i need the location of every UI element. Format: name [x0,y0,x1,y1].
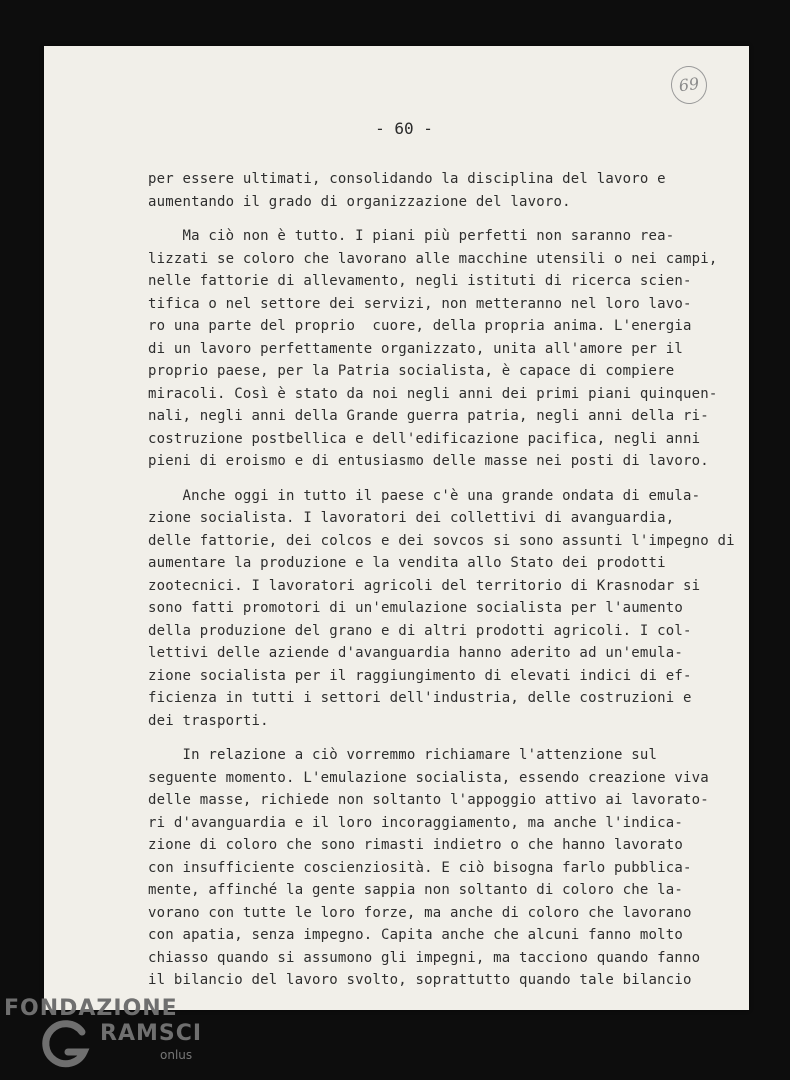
text-line: dei trasporti. [148,712,269,729]
text-line: ro una parte del proprio cuore, della propria anima. L'energia [148,318,692,334]
text-line: della produzione del grano e di altri prodotti agricoli. I col- [148,622,692,639]
logo-text-onlus: onlus [160,1048,193,1062]
fondazione-gramsci-logo [0,992,203,1072]
logo-text-gramsci: RAMSCI [100,1021,203,1046]
text-line: zione socialista per il raggiungimento di elevati indici di ef- [148,667,692,684]
paragraph [148,744,718,992]
text-line: nelle fattorie di allevamento, negli istituti di ricerca scien- [148,273,692,289]
archive-stamp: 69 [669,64,710,107]
text-line: sono fatti promotori di un'emulazione socialista per l'aumento [148,600,683,616]
text-line: ri d'avanguardia e il loro incoraggiamento, ma anche l'indica- [148,814,683,831]
text-line: delle masse, richiede non soltanto l'appoggio attivo ai lavorato- [148,792,709,808]
text-line: proprio paese, per la Patria socialista, è capace di compiere [148,363,675,379]
paragraph [148,485,735,733]
text-line: seguente momento. L'emulazione socialista, essendo creazione viva [148,769,709,786]
text-line: pieni di eroismo e di entusiasmo delle masse nei posti di lavoro. [148,453,709,469]
page-number: - 60 - [375,119,433,138]
text-line: aumentando il grado di organizzazione del lavoro. [148,193,571,210]
text-line: lizzati se coloro che lavorano alle macchine utensili o nei campi, [148,250,718,267]
text-line: Ma ciò non è tutto. I piani più perfetti non saranno rea- [148,228,675,244]
text-line: con insufficiente coscienziosità. E ciò bisogna farlo pubblica- [148,859,692,876]
text-line: costruzione postbellica e dell'edificazione pacifica, negli anni [148,430,701,447]
text-line: con apatia, senza impegno. Capita anche che alcuni fanno molto [148,927,683,943]
text-line: zione socialista. I lavoratori dei collettivi di avanguardia, [148,510,675,526]
document-page [44,46,749,1010]
text-line: vorano con tutte le loro forze, ma anche di coloro che lavorano [148,904,692,921]
text-line: nali, negli anni della Grande guerra patria, negli anni della ri- [148,408,709,424]
text-line: tifica o nel settore dei servizi, non metteranno nel loro lavo- [148,295,692,312]
text-line: Anche oggi in tutto il paese c'è una grande ondata di emula- [148,487,701,504]
text-line: chiasso quando si assumono gli impegni, ma tacciono quando fanno [148,949,701,966]
text-line: delle fattorie, dei colcos e dei sovcos si sono assunti l'impegno di [148,532,735,549]
text-line: il bilancio del lavoro svolto, soprattutto quando tale bilancio [148,972,692,988]
text-line: per essere ultimati, consolidando la disciplina del lavoro e [148,171,666,187]
body-text [148,168,735,1004]
text-line: ficienza in tutti i settori dell'industria, delle costruzioni e [148,690,692,706]
text-line: zione di coloro che sono rimasti indietro o che hanno lavorato [148,837,683,853]
logo-g-icon [38,1018,92,1072]
text-line: miracoli. Così è stato da noi negli anni dei primi piani quinquen- [148,385,718,402]
paragraph [148,168,718,213]
text-line: lettivi delle aziende d'avanguardia hanno aderito ad un'emula- [148,645,683,661]
text-line: In relazione a ciò vorremmo richiamare l'attenzione sul [148,747,658,763]
text-line: zootecnici. I lavoratori agricoli del territorio di Krasnodar si [148,577,701,594]
text-line: di un lavoro perfettamente organizzato, unita all'amore per il [148,340,683,357]
paragraph [148,225,718,473]
text-line: aumentare la produzione e la vendita allo Stato dei prodotti [148,555,666,571]
logo-text-fondazione: FONDAZIONE [4,996,178,1021]
text-line: mente, affinché la gente sappia non soltanto di coloro che la- [148,882,683,898]
